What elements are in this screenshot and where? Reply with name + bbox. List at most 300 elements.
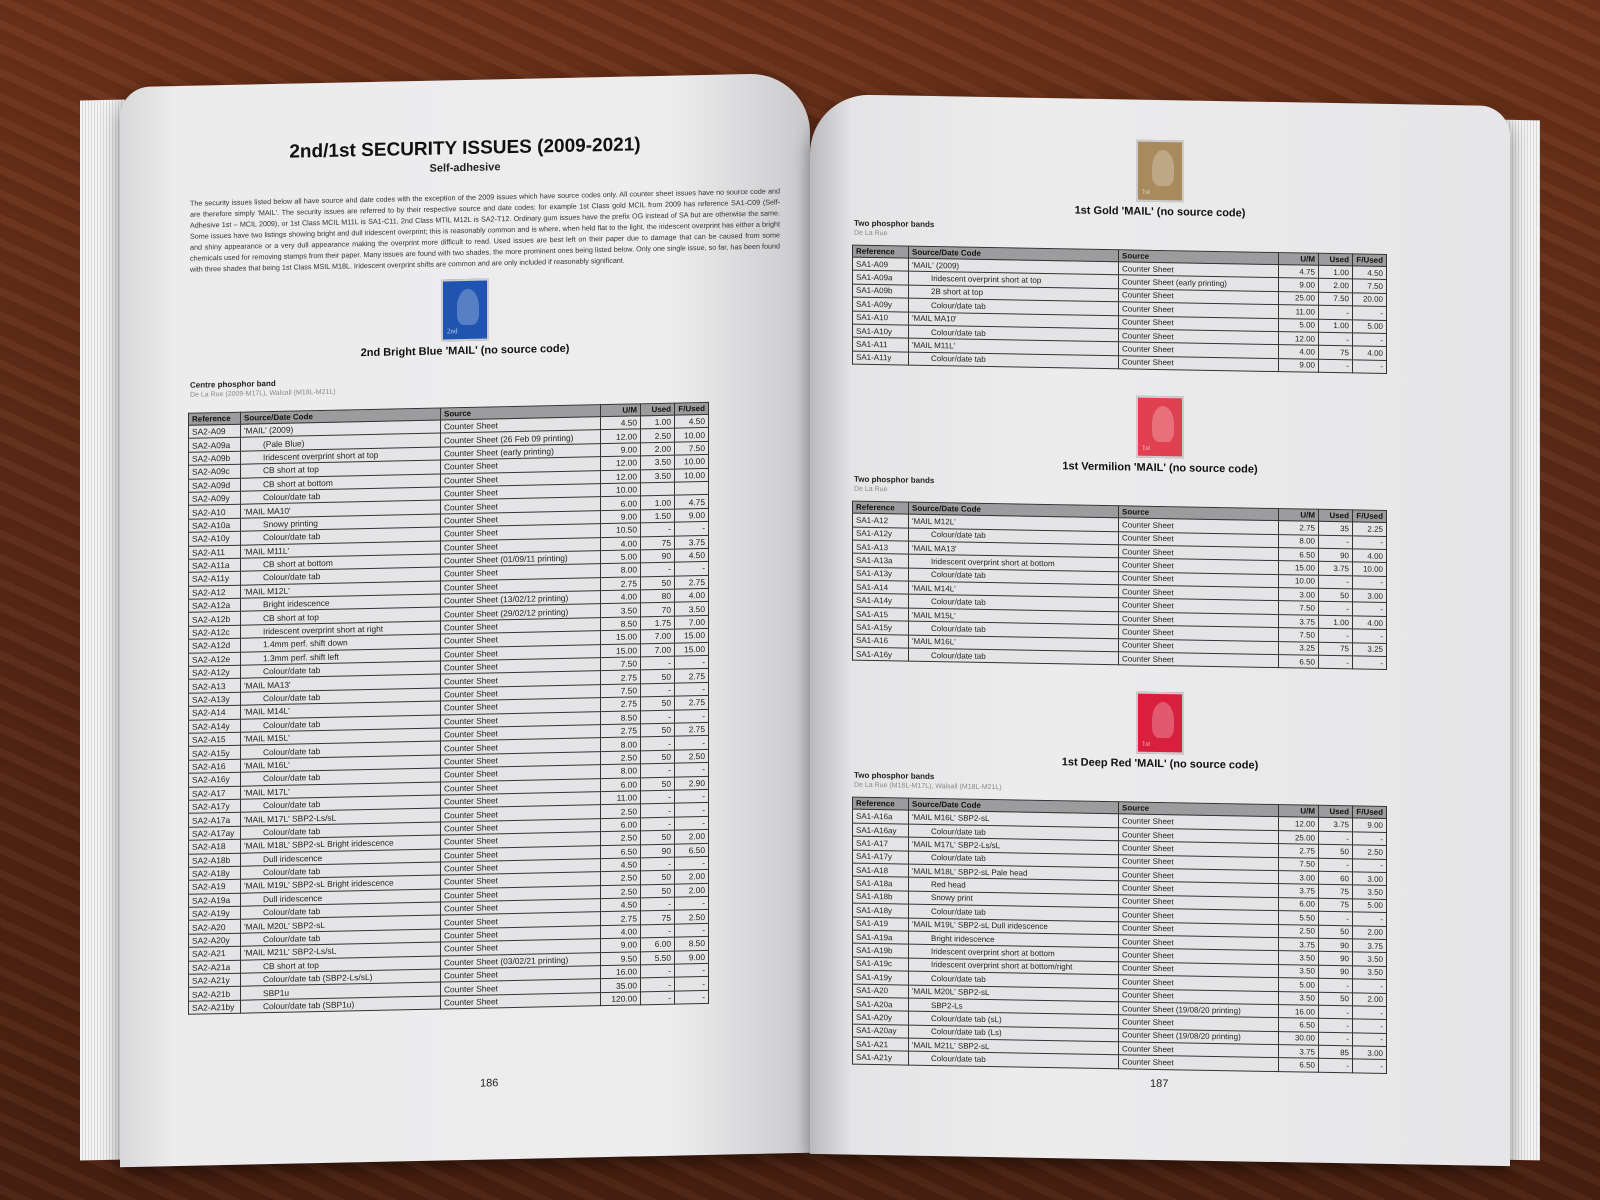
source-date-code-cell: 1.3mm perf. shift left	[241, 648, 441, 666]
source-cell: Counter Sheet	[441, 912, 601, 929]
fine-used-price-cell: 3.50	[1353, 885, 1387, 899]
source-date-code-cell: Iridescent overprint short at right	[241, 621, 441, 639]
used-price-cell: 50	[1319, 588, 1353, 602]
fine-used-price-cell: -	[1353, 360, 1387, 374]
unmounted-price-cell: 2.50	[601, 831, 641, 845]
used-price-cell: 7.00	[641, 643, 675, 657]
used-price-cell: 1.00	[1319, 265, 1353, 279]
source-date-code-cell: 2B short at top	[909, 285, 1119, 302]
reference-cell: SA1-A14	[853, 580, 909, 594]
fine-used-price-cell: 15.00	[675, 642, 709, 656]
used-price-cell: -	[1319, 831, 1353, 845]
unmounted-price-cell: 7.50	[1279, 601, 1319, 615]
unmounted-price-cell: 6.50	[1279, 655, 1319, 669]
reference-cell: SA1-A18	[853, 863, 909, 877]
used-price-cell: -	[1319, 1059, 1353, 1073]
reference-cell: SA1-A16a	[853, 810, 909, 824]
column-header-source: Source	[441, 405, 601, 420]
fine-used-price-cell: 8.50	[675, 937, 709, 951]
used-price-cell: 90	[1319, 938, 1353, 952]
unmounted-price-cell: 2.75	[1279, 521, 1319, 535]
fine-used-price-cell: 3.00	[1353, 589, 1387, 603]
reference-cell: SA2-A12c	[189, 625, 241, 639]
unmounted-price-cell: 4.50	[601, 858, 641, 872]
fine-used-price-cell: 2.25	[1353, 522, 1387, 536]
stamp-section	[810, 686, 1510, 1076]
used-price-cell: 1.00	[641, 495, 675, 509]
reference-cell: SA1-A17	[853, 836, 909, 850]
source-cell: Counter Sheet	[441, 417, 601, 434]
source-date-code-cell: Colour/date tab	[241, 688, 441, 706]
reference-cell: SA2-A10a	[189, 518, 241, 532]
source-date-code-cell: Colour/date tab	[241, 902, 441, 920]
fine-used-price-cell: -	[675, 562, 709, 576]
used-price-cell: -	[641, 817, 675, 831]
unmounted-price-cell: 16.00	[601, 965, 641, 979]
column-header-u-m: U/M	[601, 404, 641, 417]
used-price-cell: -	[641, 656, 675, 670]
source-cell: Counter Sheet	[1119, 518, 1279, 534]
source-cell: Counter Sheet	[441, 845, 601, 862]
source-cell: Counter Sheet	[1119, 828, 1279, 844]
used-price-cell: 50	[641, 870, 675, 884]
unmounted-price-cell: 4.00	[601, 536, 641, 550]
reference-cell: SA1-A16ay	[853, 823, 909, 837]
reference-cell: SA2-A12	[189, 585, 241, 599]
stamp-table	[852, 245, 1387, 374]
fine-used-price-cell: -	[1353, 832, 1387, 846]
unmounted-price-cell: 5.00	[1279, 318, 1319, 332]
reference-cell: SA2-A18b	[189, 853, 241, 867]
source-date-code-cell: 'MAIL M17L'	[241, 782, 441, 800]
used-price-cell: 7.00	[641, 629, 675, 643]
used-price-cell: 50	[1319, 992, 1353, 1006]
unmounted-price-cell: 7.50	[601, 684, 641, 698]
reference-cell: SA2-A16y	[189, 772, 241, 786]
reference-cell: SA2-A17y	[189, 799, 241, 813]
unmounted-price-cell: 25.00	[1279, 291, 1319, 305]
fine-used-price-cell: -	[675, 789, 709, 803]
stamp-value-label: 2nd	[447, 327, 458, 336]
reference-cell: SA1-A16	[853, 634, 909, 648]
used-price-cell: 1.00	[1319, 615, 1353, 629]
right-page-sections	[810, 134, 1510, 1076]
stamp-caption: 2nd Bright Blue 'MAIL' (no source code)	[360, 342, 570, 360]
section-label: Centre phosphor band	[190, 378, 276, 390]
source-cell: Counter Sheet	[1119, 1015, 1279, 1031]
reference-cell: SA1-A19b	[853, 943, 909, 957]
reference-cell: SA2-A15	[189, 732, 241, 746]
reference-cell: SA2-A20	[189, 920, 241, 934]
source-cell: Counter Sheet	[441, 725, 601, 742]
open-book	[80, 40, 1540, 1170]
source-date-code-cell: (Pale Blue)	[241, 433, 441, 451]
page-title-text: 2nd/1st SECURITY ISSUES (2009-2021)	[289, 134, 641, 163]
table-body	[853, 810, 1387, 1074]
used-price-cell: 90	[1319, 952, 1353, 966]
fine-used-price-cell: 15.00	[675, 629, 709, 643]
reference-cell: SA2-A14y	[189, 719, 241, 733]
unmounted-price-cell: 2.75	[1279, 844, 1319, 858]
fine-used-price-cell: -	[675, 736, 709, 750]
source-cell: Counter Sheet	[441, 457, 601, 474]
used-price-cell: 90	[1319, 548, 1353, 562]
queen-head-icon	[1152, 406, 1174, 442]
source-date-code-cell: Iridescent overprint short at top	[241, 447, 441, 465]
unmounted-price-cell: 10.50	[601, 523, 641, 537]
reference-cell: SA2-A12a	[189, 598, 241, 612]
reference-cell: SA2-A10	[189, 505, 241, 519]
source-date-code-cell: SBP1u	[241, 982, 441, 1000]
source-cell: Counter Sheet	[441, 497, 601, 514]
source-cell: Counter Sheet	[441, 926, 601, 943]
unmounted-price-cell: 2.50	[601, 871, 641, 885]
reference-cell: SA2-A21	[189, 946, 241, 960]
unmounted-price-cell: 3.50	[1279, 991, 1319, 1005]
source-cell: Counter Sheet	[441, 778, 601, 795]
source-date-code-cell: Colour/date tab	[241, 487, 441, 505]
source-cell: Counter Sheet	[1119, 948, 1279, 964]
source-cell: Counter Sheet	[1119, 356, 1279, 372]
used-price-cell: 3.50	[641, 469, 675, 483]
reference-cell: SA2-A13	[189, 679, 241, 693]
column-header-reference: Reference	[853, 501, 909, 514]
source-date-code-cell: 'MAIL M15L'	[241, 728, 441, 746]
fine-used-price-cell: -	[1353, 1006, 1387, 1020]
reference-cell: SA1-A15	[853, 607, 909, 621]
unmounted-price-cell: 12.00	[1279, 332, 1319, 346]
fine-used-price-cell: 2.50	[1353, 845, 1387, 859]
source-cell: Counter Sheet	[441, 818, 601, 835]
source-cell: Counter Sheet	[441, 966, 601, 983]
fine-used-price-cell: 2.75	[675, 696, 709, 710]
reference-cell: SA2-A20y	[189, 933, 241, 947]
used-price-cell: -	[641, 522, 675, 536]
fine-used-price-cell: -	[1353, 979, 1387, 993]
source-date-code-cell: 'MAIL M21L' SBP2-Ls/sL	[241, 942, 441, 960]
stamp-image	[1136, 396, 1184, 459]
used-price-cell: 35	[1319, 521, 1353, 535]
used-price-cell: -	[641, 803, 675, 817]
source-date-code-cell: Colour/date tab	[241, 741, 441, 759]
reference-cell: SA2-A21by	[189, 1000, 241, 1014]
unmounted-price-cell: 30.00	[1279, 1031, 1319, 1045]
column-header-used: Used	[1319, 806, 1353, 819]
reference-cell: SA1-A18y	[853, 903, 909, 917]
reference-cell: SA1-A19y	[853, 970, 909, 984]
reference-cell: SA2-A12d	[189, 638, 241, 652]
fine-used-price-cell: -	[1353, 1033, 1387, 1047]
source-date-code-cell: Colour/date tab	[241, 527, 441, 545]
reference-cell: SA1-A10y	[853, 324, 909, 338]
fine-used-price-cell: 7.00	[675, 615, 709, 629]
fine-used-price-cell: -	[1353, 306, 1387, 320]
source-date-code-cell: 'MAIL' (2009)	[241, 420, 441, 438]
reference-cell: SA1-A18b	[853, 890, 909, 904]
source-date-code-cell: CB short at top	[241, 460, 441, 478]
fine-used-price-cell: 2.50	[675, 749, 709, 763]
reference-cell: SA2-A09y	[189, 491, 241, 505]
used-price-cell: 75	[1319, 898, 1353, 912]
source-date-code-cell: Colour/date tab	[241, 567, 441, 585]
source-date-code-cell: 'MAIL M19L' SBP2-sL Dull iridescence	[909, 918, 1119, 935]
stamp-section	[810, 390, 1510, 673]
stamp-value-label: 1st	[1142, 187, 1151, 196]
source-cell: Counter Sheet	[1119, 975, 1279, 991]
used-price-cell: 1.00	[1319, 319, 1353, 333]
table-body	[853, 257, 1387, 373]
used-price-cell: 3.75	[1319, 562, 1353, 576]
source-date-code-cell: Colour/date tab	[909, 648, 1119, 665]
unmounted-price-cell: 9.50	[601, 951, 641, 965]
fine-used-price-cell: 2.00	[1353, 992, 1387, 1006]
source-date-code-cell: 'MAIL M16L'	[241, 755, 441, 773]
source-cell: Counter Sheet	[1119, 638, 1279, 654]
unmounted-price-cell: 8.00	[1279, 534, 1319, 548]
source-date-code-cell: Colour/date tab	[909, 971, 1119, 988]
source-cell: Counter Sheet (01/09/11 printing)	[441, 551, 601, 568]
used-price-cell: 90	[1319, 965, 1353, 979]
unmounted-price-cell: 6.50	[1279, 547, 1319, 561]
source-date-code-cell: Colour/date tab (SBP2-Ls/sL)	[241, 969, 441, 987]
source-cell: Counter Sheet	[441, 939, 601, 956]
column-header-used: Used	[641, 403, 675, 416]
source-date-code-cell: 'MAIL' (2009)	[909, 258, 1119, 275]
source-cell: Counter Sheet	[1119, 558, 1279, 574]
used-price-cell: 75	[1319, 346, 1353, 360]
stamp-table	[852, 501, 1387, 671]
fine-used-price-cell: 4.75	[675, 495, 709, 509]
fine-used-price-cell: -	[1353, 629, 1387, 643]
section-printer-info: De La Rue (M16L-M17L), Walsall (M18L-M21L)	[854, 782, 1002, 792]
source-date-code-cell: Iridescent overprint short at bottom	[909, 554, 1119, 571]
reference-cell: SA2-A09b	[189, 451, 241, 465]
source-cell: Counter Sheet	[1119, 652, 1279, 668]
source-date-code-cell: Colour/date tab	[909, 904, 1119, 921]
queen-head-icon	[1152, 150, 1174, 186]
source-cell: Counter Sheet	[1119, 895, 1279, 911]
right-page	[810, 94, 1510, 1166]
source-cell: Counter Sheet	[441, 992, 601, 1009]
unmounted-price-cell: 4.50	[601, 416, 641, 430]
unmounted-price-cell: 3.50	[601, 603, 641, 617]
unmounted-price-cell: 2.50	[601, 804, 641, 818]
source-cell: Counter Sheet	[1119, 598, 1279, 614]
used-price-cell: -	[641, 924, 675, 938]
unmounted-price-cell: 5.50	[1279, 911, 1319, 925]
unmounted-price-cell: 7.50	[1279, 857, 1319, 871]
reference-cell: SA1-A09y	[853, 297, 909, 311]
source-cell: Counter Sheet	[1119, 868, 1279, 884]
used-price-cell: -	[641, 736, 675, 750]
source-cell: Counter Sheet	[1119, 571, 1279, 587]
fine-used-price-cell: 3.50	[1353, 952, 1387, 966]
used-price-cell: 50	[641, 723, 675, 737]
unmounted-price-cell: 2.75	[601, 577, 641, 591]
unmounted-price-cell: 25.00	[1279, 830, 1319, 844]
used-price-cell: 3.75	[1319, 818, 1353, 832]
source-date-code-cell: Colour/date tab	[909, 851, 1119, 868]
reference-cell: SA1-A15y	[853, 620, 909, 634]
used-price-cell: 75	[1319, 885, 1353, 899]
source-date-code-cell: Snowy printing	[241, 514, 441, 532]
unmounted-price-cell: 3.00	[1279, 871, 1319, 885]
column-header-source-date-code: Source/Date Code	[909, 799, 1119, 815]
used-price-cell: 7.50	[1319, 292, 1353, 306]
source-cell: Counter Sheet	[441, 872, 601, 889]
column-header-reference: Reference	[853, 245, 909, 258]
reference-cell: SA1-A09b	[853, 284, 909, 298]
fine-used-price-cell: 2.00	[675, 870, 709, 884]
column-header-f-used: F/Used	[1353, 806, 1387, 819]
stamp-section	[810, 134, 1510, 376]
source-date-code-cell: Red head	[909, 877, 1119, 894]
fine-used-price-cell: 7.50	[675, 441, 709, 455]
source-cell: Counter Sheet (26 Feb 09 printing)	[441, 430, 601, 447]
column-header-f-used: F/Used	[1353, 510, 1387, 523]
source-cell: Counter Sheet	[1119, 531, 1279, 547]
unmounted-price-cell: 6.00	[601, 818, 641, 832]
unmounted-price-cell: 120.00	[601, 992, 641, 1006]
source-date-code-cell: 'MAIL MA10'	[909, 312, 1119, 329]
used-price-cell: 50	[641, 750, 675, 764]
reference-cell: SA2-A12e	[189, 652, 241, 666]
unmounted-price-cell: 3.75	[1279, 1045, 1319, 1059]
source-date-code-cell: Iridescent overprint short at top	[909, 272, 1119, 289]
fine-used-price-cell: -	[675, 990, 709, 1004]
source-date-code-cell: CB short at bottom	[241, 554, 441, 572]
fine-used-price-cell: 9.00	[675, 950, 709, 964]
source-cell: Counter Sheet	[1119, 585, 1279, 601]
fine-used-price-cell: -	[675, 763, 709, 777]
source-cell: Counter Sheet	[441, 658, 601, 675]
used-price-cell: 75	[641, 911, 675, 925]
reference-cell: SA2-A11	[189, 545, 241, 559]
used-price-cell: -	[1319, 629, 1353, 643]
used-price-cell: -	[641, 683, 675, 697]
used-price-cell: -	[641, 562, 675, 576]
unmounted-price-cell: 4.00	[601, 590, 641, 604]
reference-cell: SA1-A14y	[853, 594, 909, 608]
fine-used-price-cell: -	[675, 522, 709, 536]
used-price-cell: 70	[641, 603, 675, 617]
source-date-code-cell: Colour/date tab	[241, 661, 441, 679]
page-subtitle: Self-adhesive	[429, 161, 501, 175]
unmounted-price-cell: 15.00	[1279, 561, 1319, 575]
unmounted-price-cell: 9.00	[601, 938, 641, 952]
fine-used-price-cell: -	[675, 923, 709, 937]
reference-cell: SA1-A10	[853, 311, 909, 325]
intro-paragraph: The security issues listed below all have source and date codes with the exception of the 2009 issues which have source codes only. All counter sheet issues have no source code and are therefore simply 'MAIL'. The security issues are referred to by their respective source and date codes; for example 1st Class gold MCIL from 2009 has reference SA1-C09 (Self-Adhesive 1st – MCIL 2009), or 1st Class MCIL M11L is SA1-C11, 2nd Class MTIL M12L is SA2-T12. Ordinary gum issues have the prefix OG instead of SA but are otherwise the same. Some issues have two listings showing bright and dull iridescent overprint; this is reasonably common and is where, when held flat to the light, the iridescent overprint has either a bright and shiny appearance or a very dull appearance making the overprint more difficult to read. Used issues are best left on their paper due to damage that can be caused from some chemicals used for removing stamps from their paper. Many issues are found with two shades, the more prominent ones being listed below. Only one single issue, so far, has been found with three shades that being 1st Class MSIL M18L. Iridescent overprint shifts are common and are only included if reasonably significant.	[190, 186, 780, 274]
unmounted-price-cell: 9.00	[601, 510, 641, 524]
fine-used-price-cell: -	[1353, 656, 1387, 670]
source-cell: Counter Sheet	[1119, 935, 1279, 951]
used-price-cell: -	[641, 897, 675, 911]
unmounted-price-cell: 12.00	[601, 456, 641, 470]
column-header-source: Source	[1119, 250, 1279, 265]
fine-used-price-cell: 4.00	[675, 588, 709, 602]
reference-cell: SA1-A20ay	[853, 1024, 909, 1038]
used-price-cell: 75	[1319, 642, 1353, 656]
used-price-cell: -	[1319, 655, 1353, 669]
column-header-reference: Reference	[189, 412, 241, 425]
source-cell: Counter Sheet (29/02/12 printing)	[441, 604, 601, 621]
unmounted-price-cell: 6.00	[601, 777, 641, 791]
stamp-caption: 1st Deep Red 'MAIL' (no source code)	[1061, 756, 1259, 773]
source-date-code-cell: 'MAIL M20L' SBP2-sL	[241, 915, 441, 933]
reference-cell: SA2-A21y	[189, 973, 241, 987]
reference-cell: SA1-A19	[853, 917, 909, 931]
used-price-cell: 50	[1319, 925, 1353, 939]
fine-used-price-cell: -	[675, 963, 709, 977]
column-header-source-date-code: Source/Date Code	[909, 246, 1119, 262]
used-price-cell: -	[1319, 602, 1353, 616]
used-price-cell: 75	[641, 536, 675, 550]
used-price-cell: 50	[641, 696, 675, 710]
column-header-reference: Reference	[853, 798, 909, 811]
source-cell: Counter Sheet	[1119, 625, 1279, 641]
source-date-code-cell: Dull iridescence	[241, 849, 441, 867]
column-header-source-date-code: Source/Date Code	[909, 502, 1119, 518]
fine-used-price-cell: 3.75	[1353, 939, 1387, 953]
unmounted-price-cell: 11.00	[601, 791, 641, 805]
reference-cell: SA2-A17a	[189, 813, 241, 827]
reference-cell: SA1-A16y	[853, 647, 909, 661]
source-date-code-cell: Iridescent overprint short at bottom	[909, 944, 1119, 961]
reference-cell: SA2-A10y	[189, 531, 241, 545]
source-cell: Counter Sheet	[1119, 302, 1279, 318]
reference-cell: SA2-A17ay	[189, 826, 241, 840]
reference-cell: SA1-A17y	[853, 850, 909, 864]
source-cell: Counter Sheet	[1119, 841, 1279, 857]
fine-used-price-cell: 10.00	[1353, 562, 1387, 576]
unmounted-price-cell: 4.00	[1279, 345, 1319, 359]
fine-used-price-cell: 3.75	[675, 535, 709, 549]
unmounted-price-cell: 6.50	[1279, 1018, 1319, 1032]
fine-used-price-cell: 4.00	[1353, 616, 1387, 630]
reference-cell: SA2-A09a	[189, 438, 241, 452]
unmounted-price-cell: 4.75	[1279, 265, 1319, 279]
used-price-cell: 90	[641, 844, 675, 858]
unmounted-price-cell: 3.75	[1279, 614, 1319, 628]
stamp-caption: 1st Vermilion 'MAIL' (no source code)	[1062, 460, 1258, 476]
source-date-code-cell: 'MAIL M20L' SBP2-sL	[909, 985, 1119, 1002]
source-date-code-cell: Colour/date tab (sL)	[909, 1011, 1119, 1028]
stamp-table-2nd-bright-blue	[188, 402, 709, 1015]
source-date-code-cell: 'MAIL M11L'	[241, 541, 441, 559]
used-price-cell: -	[641, 763, 675, 777]
source-cell: Counter Sheet	[441, 899, 601, 916]
reference-cell: SA2-A09d	[189, 478, 241, 492]
source-cell: Counter Sheet	[1119, 315, 1279, 331]
reference-cell: SA1-A09	[853, 257, 909, 271]
fine-used-price-cell: 6.50	[675, 843, 709, 857]
section-printer-info: De La Rue (2009-M17L), Walsall (M18L-M21L)	[190, 388, 336, 399]
reference-cell: SA1-A13a	[853, 553, 909, 567]
source-cell: Counter Sheet (03/02/21 printing)	[441, 952, 601, 969]
fine-used-price-cell: 9.00	[675, 508, 709, 522]
reference-cell: SA2-A11a	[189, 558, 241, 572]
source-cell: Counter Sheet	[1119, 1042, 1279, 1058]
fine-used-price-cell: 4.00	[1353, 346, 1387, 360]
reference-cell: SA1-A11	[853, 337, 909, 351]
column-header-u-m: U/M	[1279, 253, 1319, 266]
used-price-cell: 90	[641, 549, 675, 563]
unmounted-price-cell: 35.00	[601, 978, 641, 992]
reference-cell: SA2-A13y	[189, 692, 241, 706]
source-date-code-cell: Dull iridescence	[241, 889, 441, 907]
source-cell: Counter Sheet (19/08/20 printing)	[1119, 1028, 1279, 1044]
